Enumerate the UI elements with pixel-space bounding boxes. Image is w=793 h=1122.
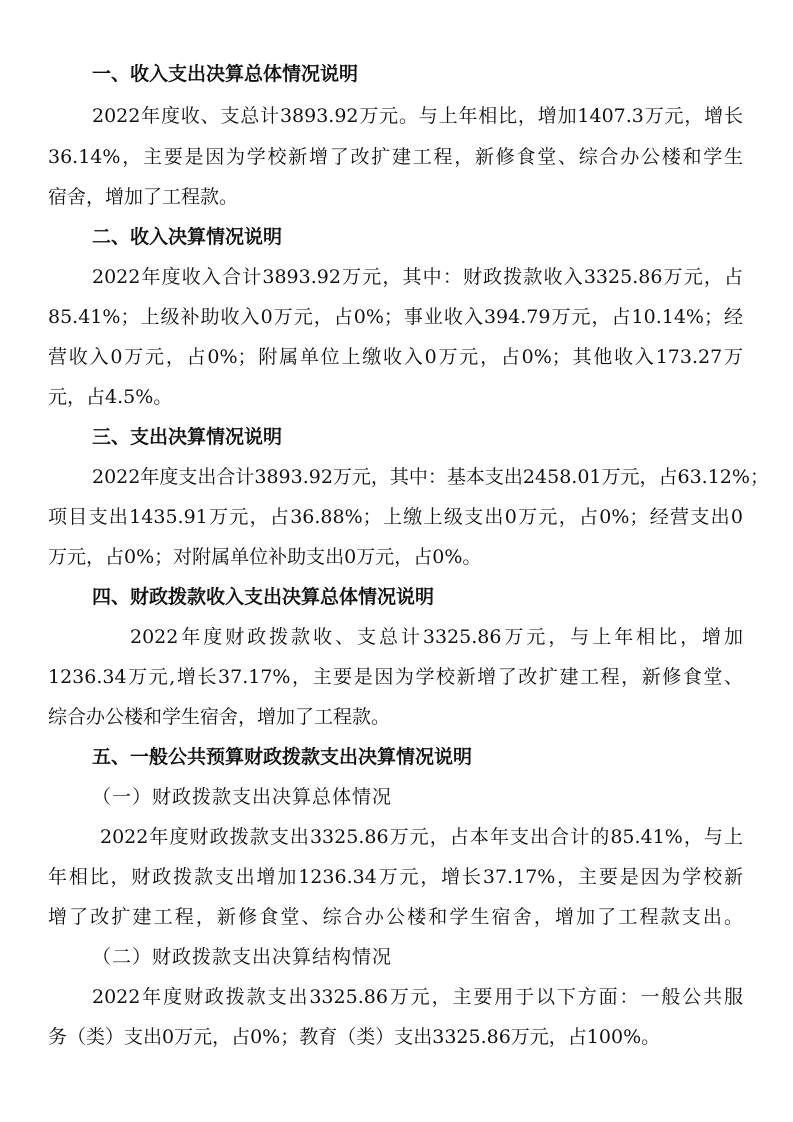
section-heading-4: 四、财政拨款收入支出决算总体情况说明 bbox=[92, 586, 435, 608]
section-heading-2: 二、收入决算情况说明 bbox=[92, 226, 283, 248]
paragraph-line: 85.41%；上级补助收入0万元，占0%；事业收入394.79万元，占10.14%；经 bbox=[48, 306, 743, 328]
paragraph-line: 2022年度财政拨款支出3325.86万元，占本年支出合计的85.41%，与上 bbox=[100, 826, 743, 848]
paragraph-line: 2022年度财政拨款支出3325.86万元，主要用于以下方面：一般公共服 bbox=[92, 986, 743, 1008]
paragraph-line: 务（类）支出0万元，占0%；教育（类）支出3325.86万元，占100%。 bbox=[48, 1026, 661, 1048]
paragraph-line: 2022年度收入合计3893.92万元，其中：财政拨款收入3325.86万元，占 bbox=[92, 266, 743, 288]
paragraph-line: 宿舍，增加了工程款。 bbox=[48, 186, 239, 208]
subsection-heading-1: （一）财政拨款支出决算总体情况 bbox=[92, 786, 393, 808]
paragraph-line: 增了改扩建工程，新修食堂、综合办公楼和学生宿舍，增加了工程款支出。 bbox=[48, 906, 743, 928]
paragraph-line: 元，占4.5%。 bbox=[48, 386, 173, 408]
subsection-heading-2: （二）财政拨款支出决算结构情况 bbox=[92, 946, 393, 968]
paragraph-line: 年相比，财政拨款支出增加1236.34万元，增长37.17%，主要是因为学校新 bbox=[48, 866, 743, 888]
paragraph-line: 万元，占0%；对附属单位补助支出0万元，占0%。 bbox=[48, 546, 482, 568]
paragraph-line: 2022年度财政拨款收、支总计3325.86万元，与上年相比，增加 bbox=[130, 626, 743, 648]
section-heading-1: 一、收入支出决算总体情况说明 bbox=[92, 63, 359, 85]
section-heading-5: 五、一般公共预算财政拨款支出决算情况说明 bbox=[92, 746, 473, 768]
paragraph-line: 36.14%，主要是因为学校新增了改扩建工程，新修食堂、综合办公楼和学生 bbox=[48, 146, 743, 168]
paragraph-line: 营收入0万元，占0%；附属单位上缴收入0万元，占0%；其他收入173.27万 bbox=[48, 346, 743, 368]
paragraph-line: 综合办公楼和学生宿舍，增加了工程款。 bbox=[48, 706, 391, 728]
paragraph-line: 2022年度支出合计3893.92万元，其中：基本支出2458.01万元，占63.12%； bbox=[92, 466, 769, 488]
paragraph-line: 2022年度收、支总计3893.92万元。与上年相比，增加1407.3万元，增长 bbox=[92, 105, 743, 127]
paragraph-line: 1236.34万元,增长37.17%，主要是因为学校新增了改扩建工程，新修食堂、 bbox=[48, 666, 743, 688]
paragraph-line: 项目支出1435.91万元，占36.88%；上缴上级支出0万元，占0%；经营支出0 bbox=[48, 506, 743, 528]
section-heading-3: 三、支出决算情况说明 bbox=[92, 426, 283, 448]
